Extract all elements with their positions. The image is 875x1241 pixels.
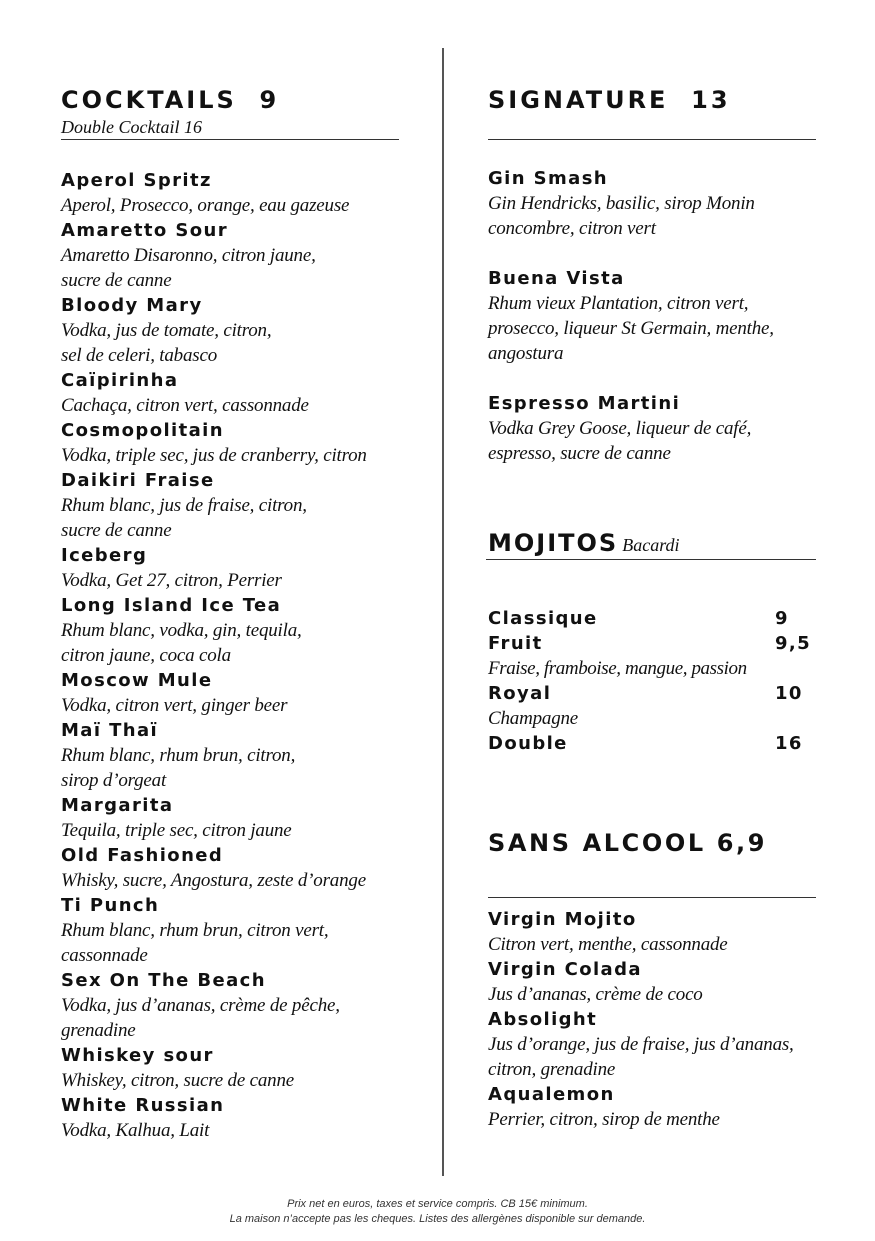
mojitos-title: MOJITOS: [488, 529, 619, 557]
item-desc: Tequila, triple sec, citron jaune: [61, 820, 292, 841]
item-desc: Champagne: [488, 708, 579, 729]
item-desc: Fraise, framboise, mangue, passion: [488, 658, 747, 679]
item-desc: sucre de canne: [61, 520, 172, 541]
item-name: Fruit: [488, 633, 543, 654]
item-name: Royal: [488, 683, 552, 704]
item-desc: sel de celeri, tabasco: [61, 345, 217, 366]
column-divider: [442, 48, 444, 1176]
footer-note: [0, 1197, 875, 1227]
item-desc: Vodka, Get 27, citron, Perrier: [61, 570, 282, 591]
item-name: Bloody Mary: [61, 295, 203, 316]
signature-item: [488, 266, 774, 366]
list-item: [488, 681, 809, 706]
item-name: Absolight: [488, 1009, 598, 1030]
item-desc: concombre, citron vert: [488, 218, 656, 239]
item-desc: sirop d’orgeat: [61, 770, 167, 791]
item-desc: Vodka, citron vert, ginger beer: [61, 695, 288, 716]
item-desc: Rhum blanc, rhum brun, citron vert,: [61, 920, 329, 941]
list-item: [61, 293, 367, 368]
footer-line: Prix net en euros, taxes et service compris. CB 15€ minimum.: [287, 1198, 588, 1210]
item-name: Virgin Colada: [488, 959, 642, 980]
item-name: Maï Thaï: [61, 720, 159, 741]
mojitos-rule: [486, 559, 816, 560]
sans-alcool-title: SANS ALCOOL 6,9: [488, 829, 768, 857]
item-desc: Vodka, Kalhua, Lait: [61, 1120, 210, 1141]
list-item: [488, 957, 794, 1007]
item-name: White Russian: [61, 1095, 225, 1116]
item-desc: sucre de canne: [61, 270, 172, 291]
item-desc: Perrier, citron, sirop de menthe: [488, 1109, 720, 1130]
list-item: [61, 893, 367, 968]
item-name: Amaretto Sour: [61, 220, 228, 241]
cocktails-list: [61, 168, 367, 1143]
item-name: Old Fashioned: [61, 845, 224, 866]
item-desc: Rhum vieux Plantation, citron vert,: [488, 293, 749, 314]
item-desc: Vodka, jus de tomate, citron,: [61, 320, 272, 341]
item-price: 9: [775, 608, 789, 629]
item-desc: Aperol, Prosecco, orange, eau gazeuse: [61, 195, 350, 216]
item-desc: Whisky, sucre, Angostura, zeste d’orange: [61, 870, 366, 891]
list-item: [61, 468, 367, 543]
item-name: Aqualemon: [488, 1084, 615, 1105]
list-item: [488, 1082, 794, 1132]
item-desc: citron, grenadine: [488, 1059, 616, 1080]
cocktails-title: COCKTAILS 9: [61, 86, 280, 114]
item-desc: Amaretto Disaronno, citron jaune,: [61, 245, 316, 266]
signature-item: [488, 166, 755, 241]
item-desc: Vodka, jus d’ananas, crème de pêche,: [61, 995, 340, 1016]
item-price: 16: [775, 733, 803, 754]
item-price: 9,5: [775, 633, 812, 654]
mojitos-list: [488, 606, 812, 756]
item-name: Daikiri Fraise: [61, 470, 215, 491]
item-desc: Cachaça, citron vert, cassonnade: [61, 395, 309, 416]
item-desc: cassonnade: [61, 945, 148, 966]
list-item: [61, 718, 367, 793]
sans-alcool-list: [488, 907, 794, 1132]
list-item: [61, 793, 367, 843]
list-item: [488, 731, 809, 756]
list-item: [61, 1043, 367, 1093]
item-name: Classique: [488, 608, 598, 629]
list-item: [488, 907, 794, 957]
signature-item: [488, 391, 751, 466]
signature-rule: [488, 139, 816, 140]
mojitos-header: [488, 529, 680, 557]
footer-line: La maison n’accepte pas les cheques. Listes des allergènes disponible sur demande.: [229, 1213, 646, 1225]
item-desc: Gin Hendricks, basilic, sirop Monin: [488, 193, 755, 214]
cocktails-rule: [61, 139, 399, 140]
item-desc: angostura: [488, 343, 564, 364]
item-desc: Rhum blanc, vodka, gin, tequila,: [61, 620, 302, 641]
item-desc: citron jaune, coca cola: [61, 645, 231, 666]
list-item: [61, 418, 367, 468]
list-item: [61, 368, 367, 418]
item-name: Buena Vista: [488, 268, 625, 289]
mojitos-subtitle: Bacardi: [622, 535, 680, 555]
item-name: Cosmopolitain: [61, 420, 224, 441]
item-name: Virgin Mojito: [488, 909, 637, 930]
item-desc: Vodka Grey Goose, liqueur de café,: [488, 418, 752, 439]
item-desc: grenadine: [61, 1020, 136, 1041]
list-item: [61, 543, 367, 593]
item-price: 10: [775, 683, 803, 704]
item-name: Sex On The Beach: [61, 970, 266, 991]
list-item: [61, 168, 367, 218]
item-desc: Whiskey, citron, sucre de canne: [61, 1070, 294, 1091]
list-item: [61, 843, 367, 893]
item-desc: Rhum blanc, jus de fraise, citron,: [61, 495, 307, 516]
item-desc: prosecco, liqueur St Germain, menthe,: [488, 318, 774, 339]
signature-title: SIGNATURE 13: [488, 86, 731, 114]
cocktails-subtitle: Double Cocktail 16: [61, 117, 202, 137]
list-item: [61, 668, 367, 718]
item-name: Espresso Martini: [488, 393, 681, 414]
item-name: Gin Smash: [488, 168, 609, 189]
item-desc: Rhum blanc, rhum brun, citron,: [61, 745, 296, 766]
list-item: [488, 631, 812, 656]
list-item: [61, 593, 367, 668]
sans-alcool-rule: [488, 897, 816, 898]
item-name: Caïpirinha: [61, 370, 179, 391]
item-desc: Vodka, triple sec, jus de cranberry, citron: [61, 445, 367, 466]
item-name: Moscow Mule: [61, 670, 213, 691]
item-desc: espresso, sucre de canne: [488, 443, 671, 464]
item-name: Margarita: [61, 795, 174, 816]
list-item: [488, 606, 809, 631]
item-desc: Jus d’orange, jus de fraise, jus d’ananas,: [488, 1034, 794, 1055]
item-desc: Citron vert, menthe, cassonnade: [488, 934, 728, 955]
item-name: Ti Punch: [61, 895, 160, 916]
list-item: [488, 1007, 794, 1082]
list-item: [61, 218, 367, 293]
list-item: [61, 968, 367, 1043]
list-item: [61, 1093, 367, 1143]
item-desc: Jus d’ananas, crème de coco: [488, 984, 703, 1005]
item-name: Aperol Spritz: [61, 170, 212, 191]
item-name: Iceberg: [61, 545, 148, 566]
item-name: Whiskey sour: [61, 1045, 214, 1066]
item-name: Long Island Ice Tea: [61, 595, 282, 616]
item-name: Double: [488, 733, 568, 754]
